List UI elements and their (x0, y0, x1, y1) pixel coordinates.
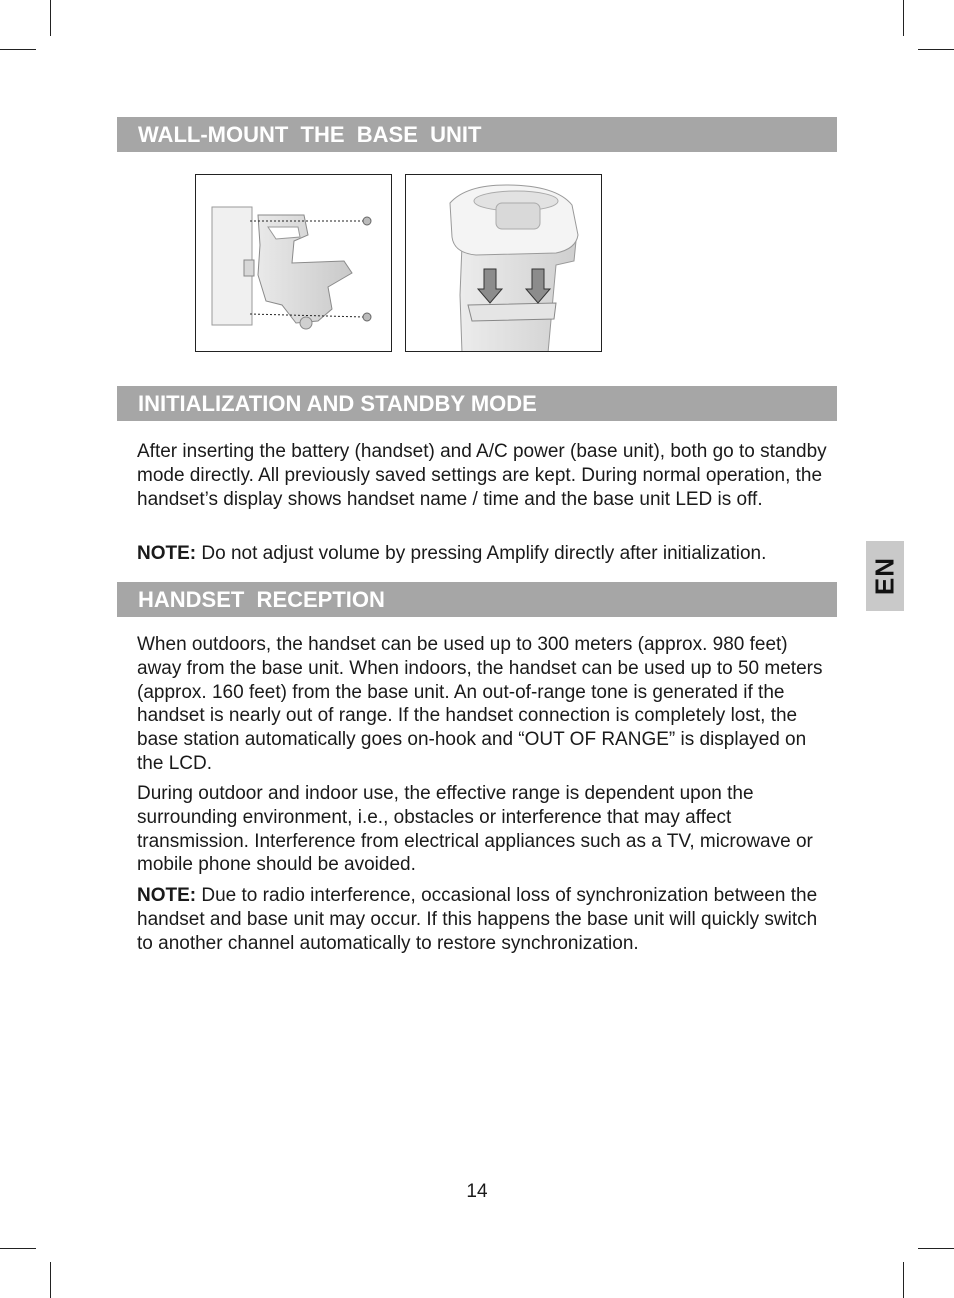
initialization-note (137, 542, 827, 566)
reception-note (137, 884, 827, 955)
base-unit-illustration (406, 175, 602, 352)
reception-paragraph-environment: During outdoor and indoor use, the effective range is dependent upon the surrounding environment, i.e., obstacles or interference that may affect transmission. Interference from electrical appliances such as a TV, microwave or mobile phone should be avoided. (137, 783, 813, 876)
reception-paragraph-range: When outdoors, the handset can be used up to 300 meters (approx. 980 feet) away from the base unit. When indoors, the handset can be used up to 50 meters (approx. 160 feet) from the base unit. An out-of-range tone is generated if the handset is nearly out of range. If the handset connection is completely lost, the base station automatically goes on-hook and “OUT OF RANGE” is displayed on the LCD. (137, 634, 823, 774)
section-title-initialization: INITIALIZATION AND STANDBY MODE (117, 386, 837, 421)
crop-mark (0, 1248, 36, 1249)
language-tab (866, 541, 904, 611)
wall-mount-figure-base (405, 174, 602, 352)
crop-mark (903, 0, 904, 36)
note-label: NOTE: (137, 543, 197, 564)
bracket-illustration (196, 175, 392, 352)
note-text: Due to radio interference, occasional loss of synchronization between the handset and base unit may occur. If this happens the base unit will quickly switch to another channel automatically to restore synchronization. (137, 885, 818, 954)
note-label: NOTE: (137, 885, 197, 906)
language-tab-label: EN (869, 556, 900, 596)
crop-mark (918, 1248, 954, 1249)
crop-mark (50, 1262, 51, 1298)
note-text: Do not adjust volume by pressing Amplify directly after initialization. (196, 543, 767, 564)
initialization-paragraph: After inserting the battery (handset) and A/C power (base unit), both go to standby mode directly. All previously saved settings are kept. During normal operation, the handset’s display shows handset name / time and the base unit LED is off. (137, 441, 827, 510)
wall-mount-figure-bracket (195, 174, 392, 352)
section-title-handset-reception: HANDSET RECEPTION (117, 582, 837, 617)
crop-mark (903, 1262, 904, 1298)
section-title-wall-mount: WALL-MOUNT THE BASE UNIT (117, 117, 837, 152)
crop-mark (918, 49, 954, 50)
crop-mark (50, 0, 51, 36)
page-number: 14 (466, 1181, 488, 1202)
crop-mark (0, 49, 36, 50)
